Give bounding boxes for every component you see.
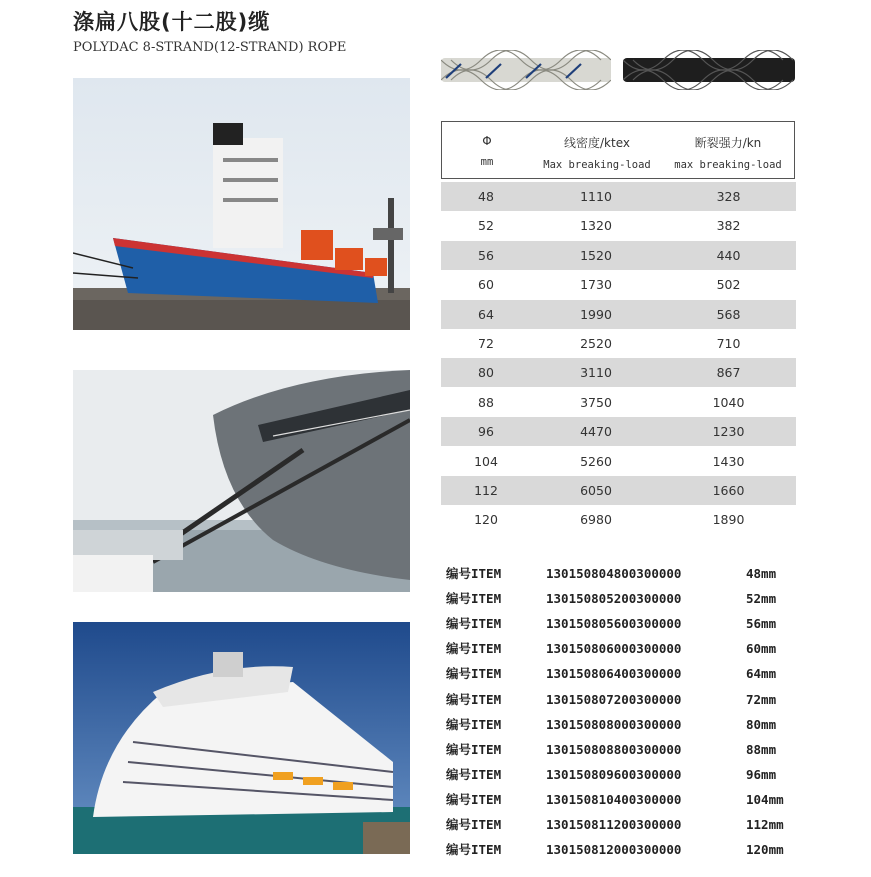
table-row	[441, 241, 796, 270]
cell-density: 5260	[580, 453, 612, 469]
cell-diameter: 88	[478, 394, 494, 410]
item-size: 60mm	[746, 641, 777, 657]
list-item	[446, 586, 806, 611]
item-label: 编号ITEM	[446, 791, 502, 807]
item-label: 编号ITEM	[446, 766, 502, 782]
item-size: 112mm	[746, 817, 784, 832]
item-size: 64mm	[746, 666, 777, 682]
table-row	[441, 417, 796, 446]
cargo-ship-photo	[73, 78, 410, 330]
item-size: 96mm	[746, 766, 777, 782]
header-diameter	[442, 122, 532, 178]
item-size: 88mm	[746, 741, 777, 757]
item-label: 编号ITEM	[446, 691, 502, 707]
cell-breaking-load: 502	[716, 277, 741, 293]
moored-hull-photo	[73, 370, 410, 592]
header-diameter-symbol: Φ	[482, 134, 492, 148]
black-rope-sample	[623, 50, 795, 90]
item-code: 130150806000300000	[546, 641, 682, 657]
header-breaking-en: max breaking-load	[674, 159, 782, 171]
item-size: 48mm	[746, 566, 777, 581]
cell-density: 1730	[580, 277, 612, 293]
item-code: 130150806400300000	[546, 666, 682, 682]
cell-density: 2520	[580, 336, 612, 351]
cell-density: 1110	[580, 189, 612, 204]
item-size: 80mm	[746, 716, 777, 732]
cell-breaking-load: 568	[716, 306, 741, 322]
item-label: 编号ITEM	[446, 741, 502, 757]
item-size: 120mm	[746, 842, 784, 858]
cell-diameter: 80	[478, 365, 494, 381]
page-title: 涤扁八股(十二股)缆	[73, 10, 271, 34]
cell-diameter: 96	[478, 424, 494, 440]
cell-density: 4470	[580, 424, 612, 440]
item-code: 130150807200300000	[546, 691, 682, 707]
item-code: 130150808000300000	[546, 716, 682, 732]
table-row	[441, 358, 796, 387]
item-label: 编号ITEM	[446, 591, 502, 607]
cell-breaking-load: 1660	[712, 483, 745, 498]
item-label: 编号ITEM	[446, 666, 502, 682]
list-item	[446, 611, 806, 636]
cell-breaking-load: 382	[716, 218, 741, 234]
header-diameter-unit: mm	[480, 156, 494, 168]
cell-diameter: 72	[478, 336, 494, 351]
table-row	[441, 329, 796, 358]
table-row	[441, 270, 796, 299]
cell-density: 3750	[580, 394, 612, 410]
item-code: 130150808800300000	[546, 741, 682, 757]
table-row	[441, 388, 796, 417]
white-rope-sample	[441, 50, 611, 90]
header-breaking-cn: 断裂强力/kn	[694, 136, 762, 150]
cell-diameter: 64	[478, 306, 494, 322]
item-code: 130150811200300000	[546, 817, 682, 832]
cell-diameter: 104	[474, 453, 498, 469]
item-code: 130150805600300000	[546, 616, 682, 632]
cell-density: 1320	[580, 218, 612, 234]
item-label: 编号ITEM	[446, 716, 502, 732]
item-size: 52mm	[746, 591, 777, 607]
cell-diameter: 56	[478, 247, 494, 263]
list-item	[446, 762, 806, 787]
cell-diameter: 112	[474, 483, 498, 498]
item-size: 56mm	[746, 616, 777, 632]
list-item	[446, 687, 806, 712]
header-density-en: Max breaking-load	[543, 159, 651, 171]
cell-breaking-load: 328	[716, 189, 741, 204]
item-code: 130150805200300000	[546, 591, 682, 607]
list-item	[446, 661, 806, 686]
cell-diameter: 52	[478, 218, 494, 234]
item-code: 130150804800300000	[546, 566, 682, 581]
cell-density: 1520	[580, 247, 612, 263]
item-label: 编号ITEM	[446, 842, 502, 858]
item-label: 编号ITEM	[446, 566, 502, 581]
cruise-ship-photo	[73, 622, 410, 854]
list-item	[446, 787, 806, 812]
cell-breaking-load: 1430	[712, 453, 745, 469]
list-item	[446, 561, 806, 586]
header-breaking	[662, 122, 794, 178]
table-row	[441, 211, 796, 240]
cell-diameter: 48	[478, 189, 494, 204]
cell-density: 6050	[580, 483, 612, 498]
list-item	[446, 737, 806, 762]
item-label: 编号ITEM	[446, 616, 502, 632]
cell-breaking-load: 440	[716, 247, 741, 263]
item-code: 130150809600300000	[546, 766, 682, 782]
header-density	[532, 122, 662, 178]
table-row	[441, 505, 796, 534]
table-row	[441, 476, 796, 505]
spec-table-header	[441, 121, 795, 179]
list-item	[446, 712, 806, 737]
cell-density: 6980	[580, 512, 612, 528]
list-item	[446, 837, 806, 862]
item-size: 104mm	[746, 791, 784, 807]
cell-diameter: 120	[474, 512, 498, 528]
table-row	[441, 182, 796, 211]
cell-breaking-load: 1890	[712, 512, 745, 528]
cell-breaking-load: 1040	[712, 394, 745, 410]
cell-density: 3110	[580, 365, 612, 381]
cell-breaking-load: 710	[716, 336, 741, 351]
item-label: 编号ITEM	[446, 817, 502, 832]
item-size: 72mm	[746, 691, 777, 707]
cell-density: 1990	[580, 306, 612, 322]
item-code: 130150812000300000	[546, 842, 682, 858]
cell-diameter: 60	[478, 277, 494, 293]
table-row	[441, 447, 796, 476]
cell-breaking-load: 867	[716, 365, 741, 381]
page-subtitle: POLYDAC 8-STRAND(12-STRAND) ROPE	[73, 40, 347, 55]
cell-breaking-load: 1230	[712, 424, 745, 440]
list-item	[446, 812, 806, 837]
table-row	[441, 300, 796, 329]
item-code: 130150810400300000	[546, 791, 682, 807]
list-item	[446, 636, 806, 661]
header-density-cn: 线密度/ktex	[564, 136, 630, 150]
item-label: 编号ITEM	[446, 641, 502, 657]
